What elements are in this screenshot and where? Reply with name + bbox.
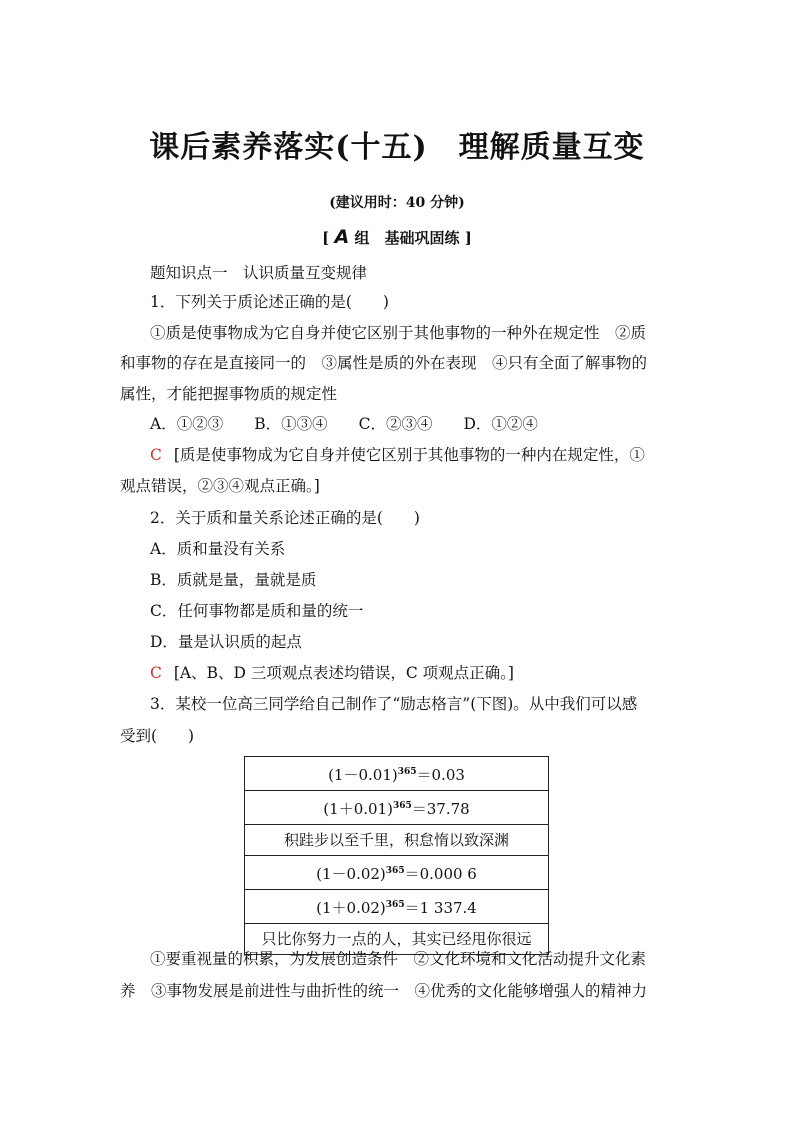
time-hint: (建议用时：40 分钟): [329, 195, 465, 211]
group-letter: A: [334, 226, 350, 248]
group-label: 组 基础巩固练: [354, 229, 460, 247]
q1-items-line: 属性，才能把握事物质的规定性: [120, 385, 338, 403]
group-bracket-open: [: [322, 229, 330, 247]
q1-answer: C: [150, 446, 162, 464]
table-row: [245, 757, 549, 791]
table-row: [245, 856, 549, 890]
q2-option: D．量是认识质的起点: [150, 633, 302, 651]
motto-table: [244, 756, 549, 955]
page-title: 课后素养落实(十五) 理解质量互变: [149, 130, 645, 165]
q3-stem: 3．某校一位高三同学给自己制作了“励志格言”(下图)。从中我们可以感: [150, 695, 638, 713]
q2-option: C．任何事物都是质和量的统一: [150, 602, 364, 620]
table-cell: $(1-0.02)^{365}=0.000$ 6: [245, 856, 549, 890]
q1-items-line: ①质是使事物成为它自身并使它区别于其他事物的一种外在规定性 ②质: [150, 324, 647, 342]
table-cell: $(1-0.01)^{365}=0.03$: [245, 757, 549, 791]
table-cell: 积跬步以至千里，积怠惰以致深渊: [245, 825, 549, 856]
q2-option: B．质就是量，量就是质: [150, 571, 317, 589]
q2-stem: 2．关于质和量关系论述正确的是( ): [150, 509, 420, 527]
q1-explanation: [质是使事物成为它自身并使它区别于其他事物的一种内在规定性，①: [173, 446, 645, 464]
q3-items-line: ①要重视量的积累，为发展创造条件 ②文化环境和文化活动提升文化素: [150, 950, 647, 968]
q1-items-line: 和事物的存在是直接同一的 ③属性是质的外在表现 ④只有全面了解事物的: [120, 354, 648, 372]
table-cell: $(1+0.01)^{365}=37.78$: [245, 791, 549, 825]
table-row: [245, 791, 549, 825]
group-bracket-close: ]: [464, 229, 472, 247]
q1-stem: 1．下列关于质论述正确的是( ): [150, 293, 389, 311]
q2-answer-line: [150, 662, 514, 684]
q2-explanation: [A、B、D 三项观点表述均错误，C 项观点正确。]: [173, 664, 514, 682]
q2-option: A．质和量没有关系: [150, 540, 286, 558]
q3-stem-cont: 受到( ): [120, 727, 195, 745]
group-heading: [0, 226, 794, 248]
q1-explanation-cont: 观点错误，②③④观点正确。]: [120, 477, 320, 495]
table-cell: $(1+0.02)^{365}=1$ 337.4: [245, 890, 549, 924]
section-label: 题知识点一 认识质量互变规律: [150, 264, 368, 282]
q2-answer: C: [150, 664, 162, 682]
q1-answer-line: [150, 444, 645, 466]
table-row: [245, 890, 549, 924]
q1-options: A．①②③ B．①③④ C．②③④ D．①②④: [150, 415, 538, 433]
table-cell: 只比你努力一点的人，其实已经甩你很远: [245, 924, 549, 955]
q3-items-line: 养 ③事物发展是前进性与曲折性的统一 ④优秀的文化能够增强人的精神力: [120, 982, 648, 1000]
table-row: [245, 825, 549, 856]
